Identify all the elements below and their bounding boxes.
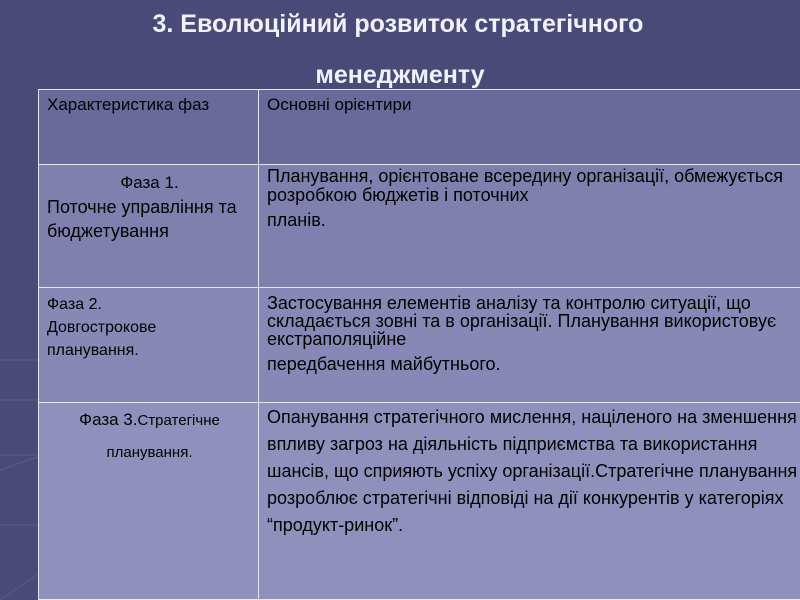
phase-cell — [39, 288, 259, 403]
description-cell — [259, 403, 800, 600]
description-cell — [259, 165, 800, 288]
phase-cell — [39, 403, 259, 600]
header-cell-guidelines: Основні орієнтири — [259, 90, 800, 165]
table-row — [39, 403, 800, 600]
table-row — [39, 165, 800, 288]
phase-label: Фаза 2. — [47, 296, 102, 313]
description-text: Опанування стратегічного мислення, націленого на зменшення впливу загроз на діяльність підприємства та використання шансів, що сприяють успіху організації.Стратегічне планування розроблює стратегічні відповіді на дії конкурентів у категоріях “продукт-ринок”. — [267, 407, 798, 535]
phase-label: Фаза 3. — [79, 410, 138, 429]
phase-name: Стратегічне планування. — [106, 412, 220, 461]
table-header-row — [39, 90, 800, 165]
header-cell-phases: Характеристика фаз — [39, 90, 259, 165]
table-row — [39, 288, 800, 403]
phase-name: Поточне управління та бюджетування — [47, 197, 237, 241]
phase-name: Довгострокове планування. — [47, 319, 157, 359]
phases-table — [38, 89, 800, 600]
description-text: Планування, орієнтоване всередину організації, обмежується розробкою бюджетів і поточних — [267, 166, 784, 205]
phase-label: Фаза 1. — [120, 173, 179, 192]
description-text: Застосування елементів аналізу та контролю ситуації, що складається зовні та в організації. Планування використовує екстраполяційне — [267, 293, 777, 349]
description-cell — [259, 288, 800, 403]
slide-title-line-2: менеджменту — [315, 61, 485, 89]
slide-title-line-1: 3. Еволюційний розвиток стратегічного — [152, 10, 644, 38]
description-text-end: планів. — [267, 210, 326, 230]
description-text-end: передбачення майбутнього. — [267, 354, 501, 374]
phase-cell — [39, 165, 259, 288]
